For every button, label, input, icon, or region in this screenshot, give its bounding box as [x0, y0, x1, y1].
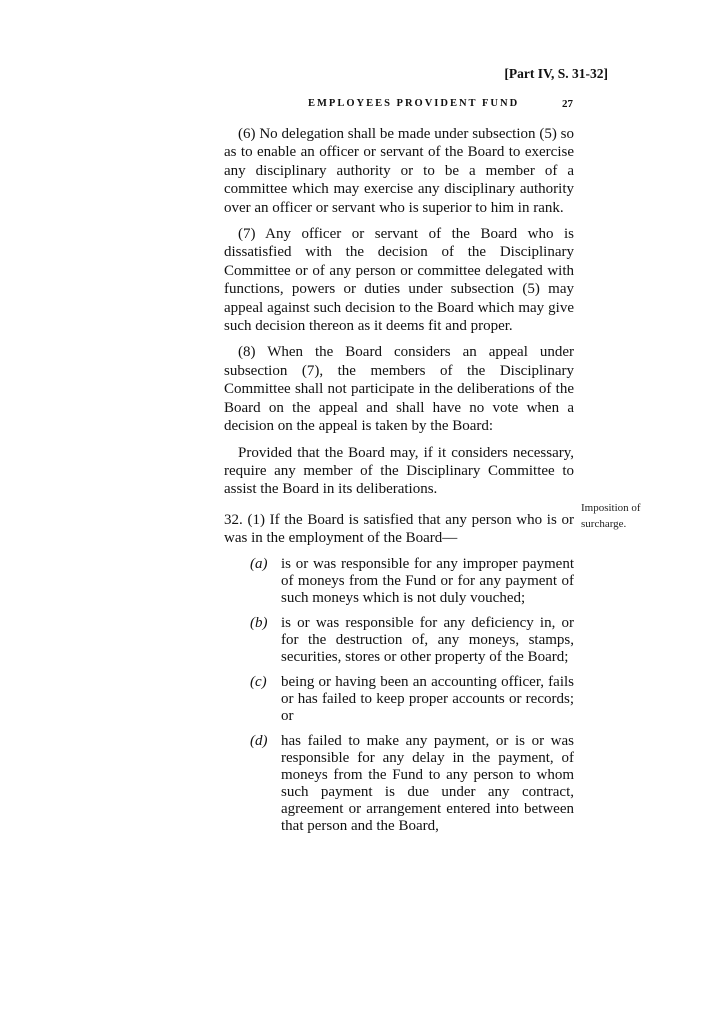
- list-item: [224, 674, 574, 725]
- item-text: being or having been an accounting officer, fails or has failed to keep proper accounts or records; or: [281, 673, 574, 724]
- item-label: (a): [250, 555, 268, 572]
- item-text: is or was responsible for any improper payment of moneys from the Fund or for any payment of such moneys which is not duly vouched;: [281, 555, 574, 606]
- proviso-paragraph: Provided that the Board may, if it considers necessary, require any member of the Disciplinary Committee to assist the Board in its deliberations.: [224, 444, 574, 498]
- list-item: [224, 733, 574, 835]
- margin-note: Imposition of surcharge.: [581, 502, 641, 530]
- item-text: has failed to make any payment, or is or was responsible for any delay in the payment, of moneys from the Fund to any person to whom such payment is due under any contract, agreement or arrangement entered into between that person and the Board,: [281, 732, 574, 834]
- item-label: (d): [250, 732, 268, 749]
- section-32-intro: 32. (1) If the Board is satisfied that any person who is or was in the employment of the Board—: [224, 511, 574, 547]
- page-number: 27: [562, 98, 573, 110]
- part-reference: [Part IV, S. 31-32]: [504, 66, 608, 81]
- paragraph-7: (7) Any officer or servant of the Board who is dissatisfied with the decision of the Disciplinary Committee or of any person or committee delegated with functions, powers or duties under subsection (5) may appeal against such decision to the Board which may give such decision thereon as it deems fit and proper.: [224, 226, 574, 335]
- running-title: EMPLOYEES PROVIDENT FUND: [308, 98, 520, 109]
- paragraph-8: (8) When the Board considers an appeal under subsection (7), the members of the Disciplinary Committee shall not participate in the deliberations of the Board on the appeal and shall have no vote when a decision on the appeal is taken by the Board:: [224, 344, 574, 435]
- body-text: [224, 125, 574, 843]
- paragraph-6: (6) No delegation shall be made under subsection (5) so as to enable an officer or servant of the Board to exercise any disciplinary authority or to be a member of a committee which may exercise any disciplinary authority over an officer or servant who is superior to him in rank.: [224, 126, 574, 216]
- list-item: [224, 615, 574, 666]
- item-text: is or was responsible for any deficiency in, or for the destruction of, any moneys, stamps, securities, stores or other property of the Board;: [281, 614, 574, 665]
- item-label: (b): [250, 614, 268, 631]
- section-32-list: [224, 556, 574, 835]
- item-label: (c): [250, 673, 267, 690]
- list-item: [224, 556, 574, 607]
